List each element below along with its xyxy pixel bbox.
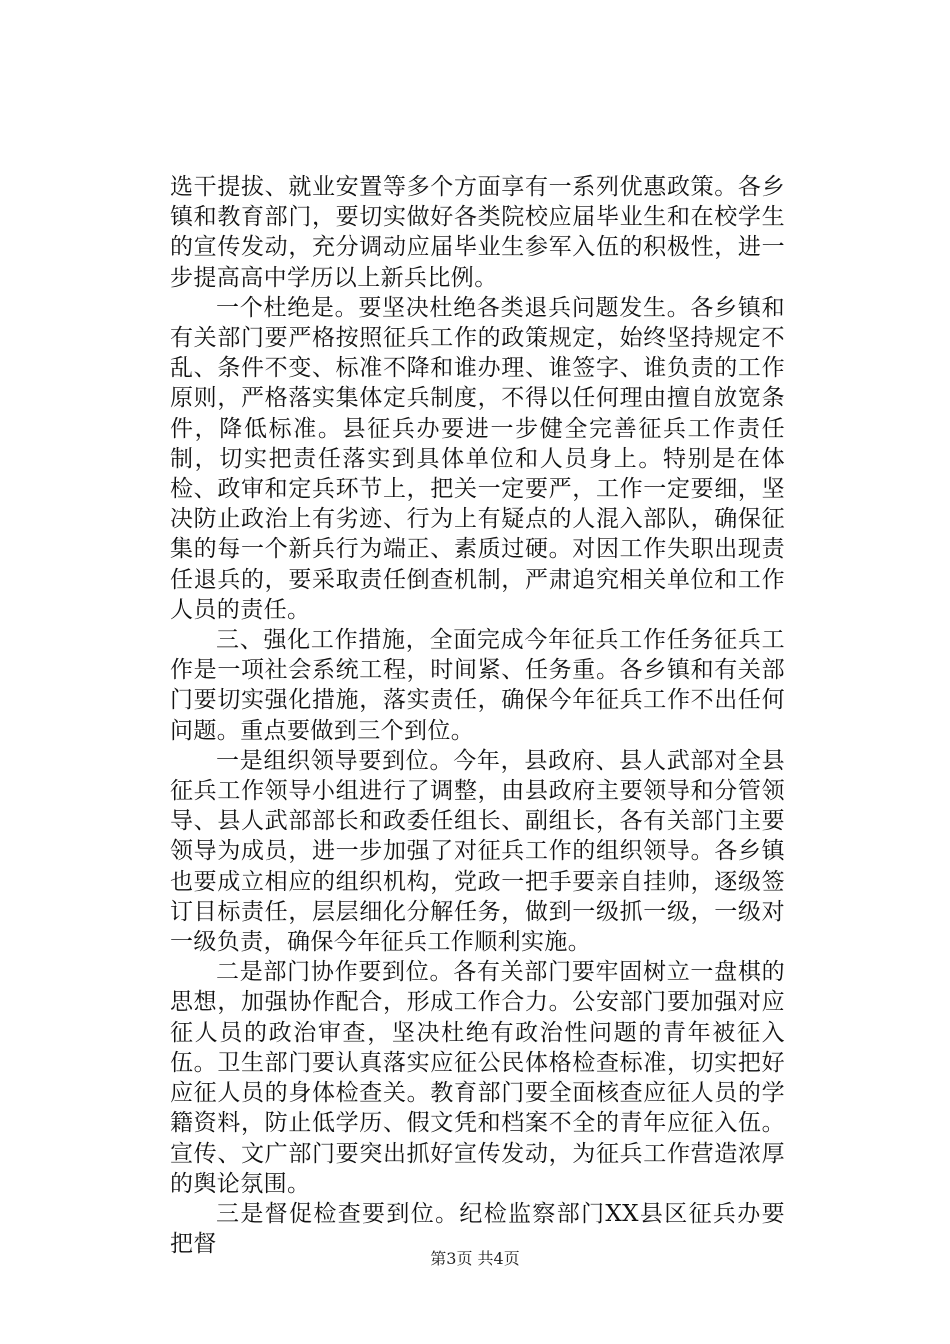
paragraph-6: 三是督促检查要到位。纪检监察部门XX县区征兵办要把督	[170, 1200, 785, 1258]
paragraph-2: 一个杜绝是。要坚决杜绝各类退兵问题发生。各乡镇和有关部门要严格按照征兵工作的政策规定，始终坚持规定不乱、条件不变、标准不降和谁办理、谁签字、谁负责的工作原则，严格落实集体定兵制度，不得以任何理由擅自放宽条件，降低标准。县征兵办要进一步健全完善征兵工作责任制，切实把责任落实到具体单位和人员身上。特别是在体检、政审和定兵环节上，把关一定要严，工作一定要细，坚决防止政治上有劣迹、行为上有疑点的人混入部队，确保征集的每一个新兵行为端正、素质过硬。对因工作失职出现责任退兵的，要采取责任倒查机制，严肃追究相关单位和工作人员的责任。	[170, 294, 785, 623]
paragraph-1: 选干提拔、就业安置等多个方面享有一系列优惠政策。各乡镇和教育部门，要切实做好各类院校应届毕业生和在校学生的宣传发动，充分调动应届毕业生参军入伍的积极性，进一步提高高中学历以上新兵比例。	[170, 174, 785, 291]
body-text	[170, 172, 785, 1259]
paragraph-3: 三、强化工作措施，全面完成今年征兵工作任务征兵工作是一项社会系统工程，时间紧、任务重。各乡镇和有关部门要切实强化措施，落实责任，确保今年征兵工作不出任何问题。重点要做到三个到位。	[170, 627, 785, 744]
paragraph-4: 一是组织领导要到位。今年，县政府、县人武部对全县征兵工作领导小组进行了调整，由县政府主要领导和分管领导、县人武部部长和政委任组长、副组长，各有关部门主要领导为成员，进一步加强了对征兵工作的组织领导。各乡镇也要成立相应的组织机构，党政一把手要亲自挂帅，逐级签订目标责任，层层细化分解任务，做到一级抓一级，一级对一级负责，确保今年征兵工作顺利实施。	[170, 747, 785, 956]
page-footer: 第3页 共4页	[430, 1249, 520, 1268]
paragraph-5: 二是部门协作要到位。各有关部门要牢固树立一盘棋的思想，加强协作配合，形成工作合力。公安部门要加强对应征人员的政治审查，坚决杜绝有政治性问题的青年被征入伍。卫生部门要认真落实应征公民体格检查标准，切实把好应征人员的身体检查关。教育部门要全面核查应征人员的学籍资料，防止低学历、假文凭和档案不全的青年应征入伍。宣传、文广部门要突出抓好宣传发动，为征兵工作营造浓厚的舆论氛围。	[170, 959, 785, 1197]
